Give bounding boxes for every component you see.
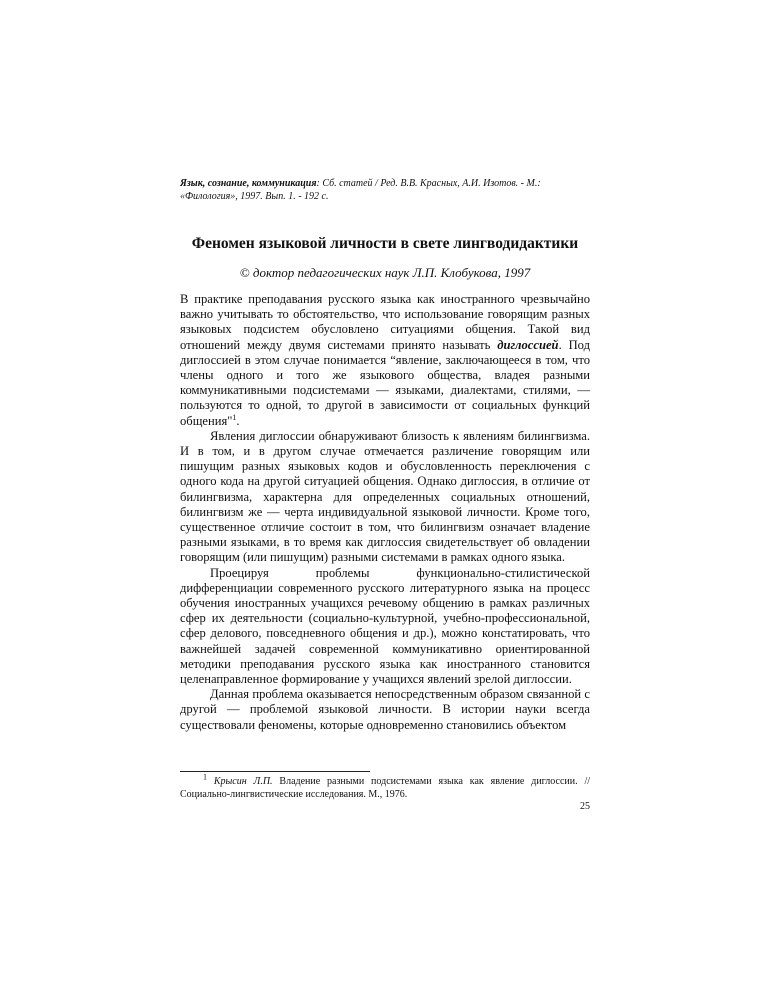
source-title: Язык, сознание, коммуникация bbox=[180, 178, 317, 189]
paragraph-1-text-b: . Под диглоссией в этом случае понимается “явление, заключающееся в том, что члены одного и того же языкового общества, владея разными коммуникативными подсистемами — языками, диалектами, стилями, — пользуются то одной, то другой в зависимости от социальных функций общения" bbox=[180, 337, 591, 428]
paragraph-3: Проецируя проблемы функционально-стилистической дифференциации современного русского литературного языка на процесс обучения иностранных учащихся речевому общению в рамках различных сфер их деятельности (социально-культурной, учебно-профессиональной, сфер делового, повседневного общения и др.), можно констатировать, что важнейшей задачей современной коммуникативно ориентированной методики преподавания русского языка как иностранного становится целенаправленное формирование у учащихся явлений зрелой диглоссии. bbox=[180, 565, 590, 687]
page-number: 25 bbox=[580, 801, 590, 812]
footnote-ref: 1 bbox=[232, 412, 237, 422]
footnote-divider bbox=[180, 771, 370, 772]
paragraph-1: В практике преподавания русского языка как иностранного чрезвычайно важно учитывать то обстоятельство, что использование говорящим разных языковых подсистем обусловлено ситуациями общения. Такой вид отношений между двумя системами принято называть диглоссией. Под диглоссией в этом случае понимается “явление, заключающееся в том, что члены одного и того же языкового общества, владея разными коммуникативными подсистемами — языками, диалектами, стилями, — пользуются то одной, то другой в зависимости от социальных функций общения"$^1$. bbox=[180, 292, 591, 428]
term-diglossia: диглоссией bbox=[497, 337, 559, 352]
footnote-text: Владение разными подсистемами языка как явление диглоссии. // Социально-лингвистические исследования. М., 1976. bbox=[180, 776, 591, 800]
paragraph-1-text-a: В практике преподавания русского языка как иностранного чрезвычайно важно учитывать то обстоятельство, что использование говорящим разных языковых подсистем обусловлено ситуациями общения. Такой вид отношений между двумя системами принято называть bbox=[180, 292, 590, 352]
source-citation bbox=[180, 177, 600, 203]
footnote-author: Крысин Л.П. bbox=[213, 776, 273, 787]
article-title: Феномен языковой личности в свете лингводидактики bbox=[191, 235, 579, 252]
source-details: : Сб. статей / Ред. В.В. Красных, А.И. Изотов. - М.: «Филология», 1997. Вып. 1. - 192 с. bbox=[180, 178, 541, 202]
article-body bbox=[180, 292, 590, 733]
footnote-mark: 1 bbox=[203, 772, 207, 782]
article-author: © доктор педагогических наук Л.П. Клобукова, 1997 bbox=[239, 265, 531, 280]
footnote bbox=[180, 772, 591, 801]
paragraph-4: Данная проблема оказывается непосредственным образом связанной с другой — проблемой языковой личности. В истории науки всегда существовали феномены, которые одновременно становились объектом bbox=[180, 687, 590, 732]
paragraph-2: Явления диглоссии обнаруживают близость к явлениям билингвизма. И в том, и в другом случае отмечается различение говорящим или пишущим разных языковых кодов и обусловленность переключения с одного кода на другой ситуацией общения. Однако диглоссия, в отличие от билингвизма, характерна для определенных социальных отношений, билингвизм же — черта индивидуальной языковой личности. Кроме того, существенное отличие состоит в том, что билингвизм означает владение разными языками, в то время как диглоссия свидетельствует об овладении говорящим (или пишущим) разными системами в рамках одного языка. bbox=[180, 428, 590, 565]
